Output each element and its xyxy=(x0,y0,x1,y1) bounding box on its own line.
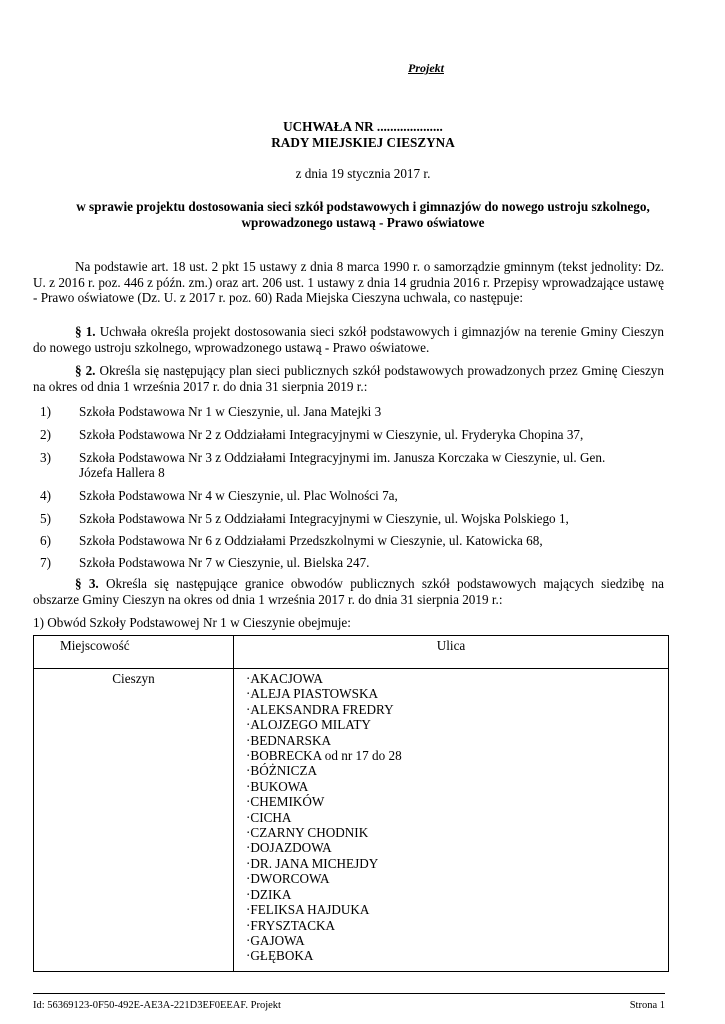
school-list-number: 2) xyxy=(40,427,51,442)
street-item: ·CZARNY CHODNIK xyxy=(246,825,369,841)
street-item: ·DZIKA xyxy=(246,886,292,902)
district-table xyxy=(33,635,669,972)
section-3-paragraph xyxy=(33,576,664,607)
section-1-mark: § 1. xyxy=(75,324,96,339)
resolution-number: UCHWAŁA NR .................... xyxy=(283,119,443,134)
school-list-item: Szkoła Podstawowa Nr 5 z Oddziałami Integracyjnymi w Cieszynie, ul. Wojska Polskiego 1, xyxy=(79,511,569,526)
school-list-number: 6) xyxy=(40,533,51,548)
school-list-number: 1) xyxy=(40,404,51,419)
resolution-date: z dnia 19 stycznia 2017 r. xyxy=(295,166,431,181)
locality-cell: Cieszyn xyxy=(34,669,234,972)
street-item: ·DOJAZDOWA xyxy=(246,840,332,856)
street-item: ·BEDNARSKA xyxy=(246,732,331,748)
table-header-row xyxy=(34,636,669,669)
school-list-item: Szkoła Podstawowa Nr 6 z Oddziałami Przedszkolnymi w Cieszynie, ul. Katowicka 68, xyxy=(79,533,543,548)
footer-divider xyxy=(33,993,665,994)
section-2-mark: § 2. xyxy=(75,363,96,378)
section-1-text: Uchwała określa projekt dostosowania sieci szkół podstawowych i gimnazjów na terenie Gminy Cieszyn do nowego ustroju szkolnego, wprowadzonego ustawą - Prawo oświatowe. xyxy=(33,324,665,355)
school-list-item-continuation: Józefa Hallera 8 xyxy=(79,465,165,480)
projekt-label: Projekt xyxy=(408,61,444,75)
page-number: Strona 1 xyxy=(629,1000,665,1011)
column-header-locality: Miejscowość xyxy=(34,636,234,669)
school-list-number: 4) xyxy=(40,488,51,503)
school-list-item: Szkoła Podstawowa Nr 3 z Oddziałami Integracyjnymi im. Janusza Korczaka w Cieszynie, ul. Gen. xyxy=(79,450,606,465)
street-item: ·AKACJOWA xyxy=(246,671,323,686)
street-item: ·CHEMIKÓW xyxy=(246,794,325,810)
streets-cell xyxy=(234,669,669,972)
school-list-number: 7) xyxy=(40,555,51,570)
section-2-text: Określa się następujący plan sieci publicznych szkół podstawowych prowadzonych przez Gminę Cieszyn na okres od dnia 1 września 2017 r. do dnia 31 sierpnia 2019 r.: xyxy=(33,363,664,394)
street-item: ·DWORCOWA xyxy=(246,871,330,887)
school-list-number: 3) xyxy=(40,450,51,465)
legal-basis-paragraph: Na podstawie art. 18 ust. 2 pkt 15 ustawy z dnia 8 marca 1990 r. o samorządzie gminnym (tekst jednolity: Dz. U. z 2016 r. poz. 446 z późn. zm.) oraz art. 206 ust. 1 ustawy z dnia 14 grudnia 2016 r. Przepisy wprowadzające ustawę - Prawo oświatowe (Dz. U. z 2017 r. poz. 60) Rada Miejska Cieszyna uchwala, co następuje: xyxy=(33,259,664,305)
school-list-item: Szkoła Podstawowa Nr 4 w Cieszynie, ul. Plac Wolności 7a, xyxy=(79,488,398,503)
section-3-mark: § 3. xyxy=(75,576,99,591)
document-id: Id: 56369123-0F50-492E-AE3A-221D3EF0EEAF. Projekt xyxy=(33,1000,281,1011)
street-item: ·GŁĘBOKA xyxy=(246,948,314,964)
street-item: ·ALEKSANDRA FREDRY xyxy=(246,701,394,717)
street-item: ·BÓŻNICZA xyxy=(246,763,318,779)
street-item: ·BUKOWA xyxy=(246,778,309,794)
school-list-item: Szkoła Podstawowa Nr 1 w Cieszynie, ul. Jana Matejki 3 xyxy=(79,404,382,419)
section-1-paragraph xyxy=(33,324,664,355)
resolution-subject-line2: wprowadzonego ustawą - Prawo oświatowe xyxy=(241,215,485,230)
street-item: ·FELIKSA HAJDUKA xyxy=(246,902,370,918)
street-item: ·FRYSZTACKA xyxy=(246,917,336,933)
district-heading: 1) Obwód Szkoły Podstawowej Nr 1 w Cieszynie obejmuje: xyxy=(33,615,351,630)
section-3-text: Określa się następujące granice obwodów publicznych szkół podstawowych mających siedzibę na obszarze Gminy Cieszyn na okres od dnia 1 września 2017 r. do dnia 31 sierpnia 2019 r.: xyxy=(33,576,665,607)
resolution-subject-line1: w sprawie projektu dostosowania sieci szkół podstawowych i gimnazjów do nowego ustroju szkolnego, xyxy=(76,199,650,214)
school-list-item: Szkoła Podstawowa Nr 7 w Cieszynie, ul. Bielska 247. xyxy=(79,555,370,570)
column-header-street: Ulica xyxy=(234,636,669,669)
council-name: RADY MIEJSKIEJ CIESZYNA xyxy=(271,135,455,150)
table-row xyxy=(34,669,669,972)
street-item: ·GAJOWA xyxy=(246,932,305,948)
section-2-paragraph xyxy=(33,363,664,394)
school-list-number: 5) xyxy=(40,511,51,526)
street-item: ·ALOJZEGO MILATY xyxy=(246,717,371,733)
street-item: ·BOBRECKA od nr 17 do 28 xyxy=(246,748,402,764)
street-item: ·DR. JANA MICHEJDY xyxy=(246,855,379,871)
street-item: ·ALEJA PIASTOWSKA xyxy=(246,686,379,702)
street-item: ·CICHA xyxy=(246,809,292,825)
school-list-item: Szkoła Podstawowa Nr 2 z Oddziałami Integracyjnymi w Cieszynie, ul. Fryderyka Chopina 37, xyxy=(79,427,584,442)
